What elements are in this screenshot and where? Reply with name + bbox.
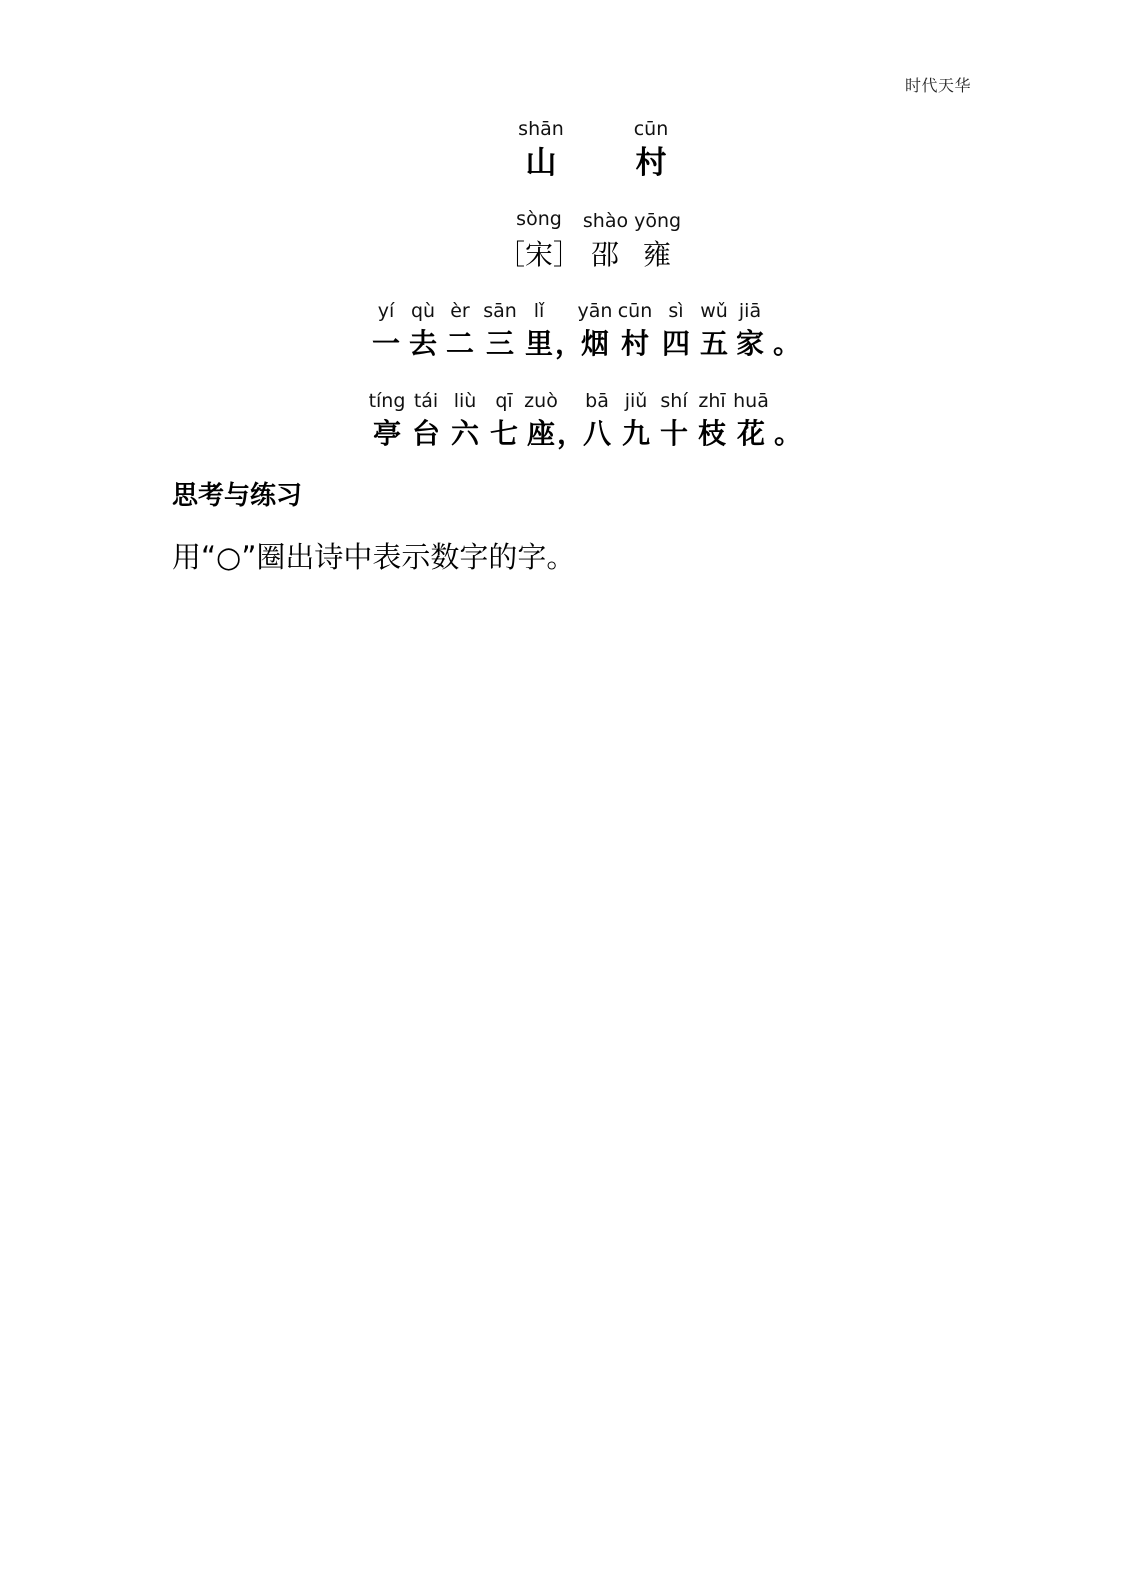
line1-char-1: 一	[371, 327, 401, 360]
line2-pinyin-7: jiǔ	[624, 390, 648, 412]
line2-pinyin-5: zuò	[524, 390, 558, 412]
line2-pinyin-10: huā	[733, 390, 769, 412]
line2-char-1: 亭	[372, 417, 402, 450]
line1-pinyin-9: wǔ	[700, 300, 728, 322]
line1-pinyin-6: yān	[577, 300, 613, 322]
line2-pinyin-9: zhī	[698, 390, 726, 412]
author-name-char-1: 邵	[590, 238, 620, 271]
line1-comma: ，	[554, 327, 584, 360]
line1-pinyin-10: jiā	[738, 300, 762, 322]
line2-pinyin-6: bā	[585, 390, 609, 412]
line1-pinyin-8: sì	[668, 300, 684, 322]
line2-pinyin-3: liù	[453, 390, 477, 412]
line1-pinyin-3: èr	[450, 300, 470, 322]
line2-char-4: 七	[489, 417, 519, 450]
line1-char-5: 里	[524, 327, 554, 360]
line2-comma: ，	[556, 417, 586, 450]
line2-char-10: 花	[736, 417, 766, 450]
title-pinyin-1: shān	[518, 118, 564, 140]
line2-char-6: 八	[582, 417, 612, 450]
title-pinyin-2: cūn	[633, 118, 669, 140]
line1-char-3: 二	[445, 327, 475, 360]
line1-pinyin-7: cūn	[617, 300, 653, 322]
line2-char-9: 枝	[697, 417, 727, 450]
line2-char-8: 十	[659, 417, 689, 450]
line2-pinyin-2: tái	[413, 390, 439, 412]
line2-char-2: 台	[411, 417, 441, 450]
line1-char-10: 家	[735, 327, 765, 360]
line1-char-2: 去	[408, 327, 438, 360]
line2-char-7: 九	[621, 417, 651, 450]
title-char-2: 村	[635, 145, 667, 181]
author-pinyin-name: shào yōng	[582, 210, 682, 232]
line1-char-9: 五	[699, 327, 729, 360]
exercise-instruction: 用“○”圈出诗中表示数字的字。	[172, 540, 576, 574]
line1-period: 。	[772, 327, 802, 360]
author-name-char-2: 雍	[642, 238, 672, 271]
line1-pinyin-2: qù	[410, 300, 436, 322]
publisher-mark: 时代天华	[905, 76, 972, 95]
line1-char-6: 烟	[580, 327, 610, 360]
line1-pinyin-1: yí	[377, 300, 395, 322]
line1-char-4: 三	[485, 327, 515, 360]
line2-char-5: 座	[526, 417, 556, 450]
line1-char-7: 村	[620, 327, 650, 360]
exercise-heading: 思考与练习	[172, 481, 303, 511]
line1-char-8: 四	[661, 327, 691, 360]
line2-char-3: 六	[450, 417, 480, 450]
title-char-1: 山	[525, 145, 557, 181]
author-dynasty: ［宋］	[496, 238, 582, 271]
line1-pinyin-4: sān	[483, 300, 517, 322]
line2-period: 。	[773, 417, 803, 450]
line1-pinyin-5: lǐ	[533, 300, 545, 322]
line2-pinyin-4: qī	[495, 390, 513, 412]
author-pinyin-dynasty: sòng	[516, 208, 562, 230]
line2-pinyin-1: tíng	[368, 390, 406, 412]
line2-pinyin-8: shí	[660, 390, 688, 412]
